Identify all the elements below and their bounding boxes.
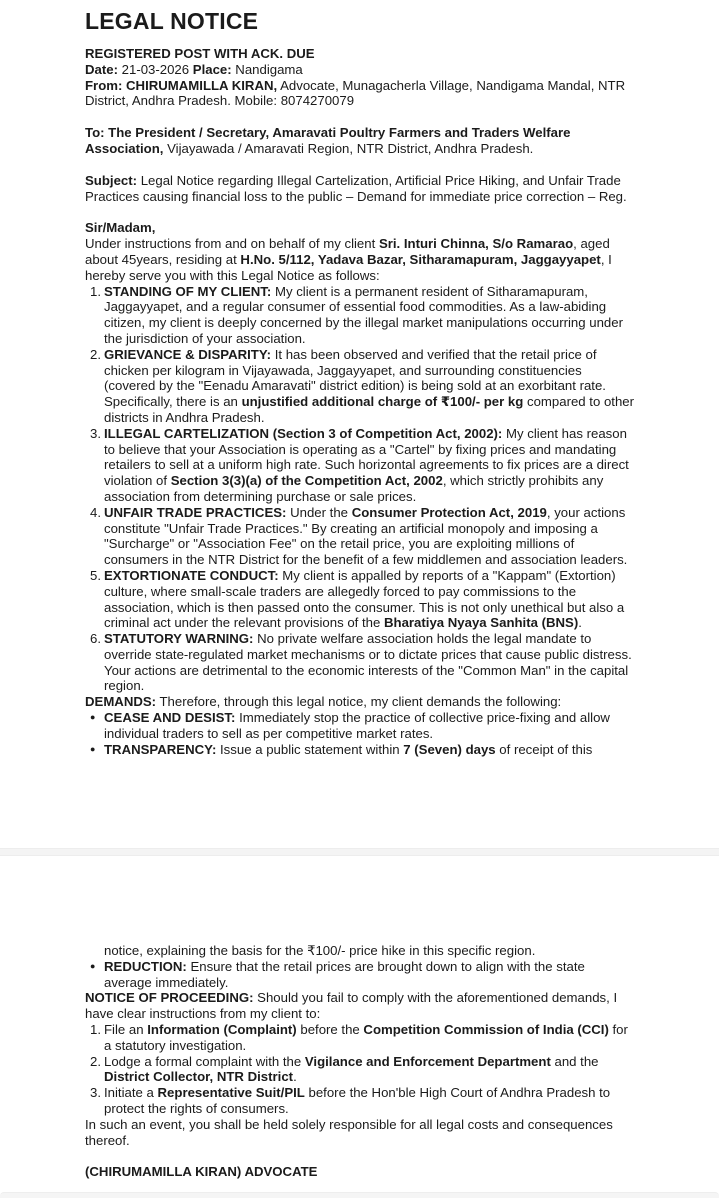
list-number: 1. [90, 283, 101, 299]
list-number: 3. [90, 425, 101, 441]
text-run: Vigilance and Enforcement Department [304, 1053, 551, 1069]
closing-statement [85, 1117, 636, 1149]
list-item-extortionate [85, 568, 636, 631]
text-run: Sir/Madam, [85, 220, 156, 236]
text-run: CEASE AND DESIST: [104, 710, 236, 726]
bullet-icon: ● [90, 712, 96, 723]
text-run: From: CHIRUMAMILLA KIRAN, [85, 77, 278, 93]
text-run: , aged about 45years, residing at [85, 236, 614, 267]
text-run: Ensure that the retail prices are brought down to align with the state average immediately. [104, 958, 589, 990]
text-run: . [578, 615, 582, 631]
blank-line [85, 1148, 636, 1164]
list-item-grievance [85, 347, 636, 426]
text-run: Competition Commission of India (CCI) [363, 1021, 609, 1037]
registered-post-line [85, 46, 636, 62]
text-run: My client has reason to believe that your Association is operating as a "Cartel" by fixing prices and mandating retailers to sell at a uniform high rate. Such horizontal agreements to fix prices are a direct violation of [104, 425, 633, 489]
text-run: It has been observed and verified that the retail price of chicken per kilogram in Vijayawada, Jaggayyapet, and surrounding constituencies (covered by the "Eenadu Amaravati" district edition) is being sold at an exorbitant rate. Specifically, there is an [104, 346, 610, 410]
text-run: Nandigama [231, 61, 303, 77]
text-run: Immediately stop the practice of collective price-fixing and allow individual traders to sell as per competitive market rates. [104, 710, 614, 741]
list-item-cartelization [85, 426, 636, 505]
text-run: , which strictly prohibits any association from determining purchase or sale prices. [104, 473, 607, 504]
text-run: Issue a public statement within [216, 741, 404, 757]
list-number: 5. [90, 567, 101, 583]
text-run: (CHIRUMAMILLA KIRAN) ADVOCATE [85, 1164, 318, 1180]
text-run: Subject: [85, 172, 138, 188]
text-run: unjustified additional charge of ₹100/- per kg [241, 394, 524, 410]
bullet-icon: ● [90, 743, 96, 754]
text-run: Place: [192, 61, 232, 77]
list-number: 2. [90, 1053, 101, 1069]
proceeding-item-cci [85, 1022, 636, 1054]
text-run: compared to other districts in Andhra Pradesh. [104, 394, 638, 425]
text-run: GRIEVANCE & DISPARITY: [104, 346, 272, 362]
salutation [85, 220, 636, 236]
bullet-transparency [85, 742, 636, 758]
document-title [85, 7, 636, 35]
text-run: Consumer Protection Act, 2019 [351, 504, 547, 520]
page-2-content [0, 943, 719, 1180]
list-number: 4. [90, 504, 101, 520]
text-run: Representative Suit/PIL [157, 1085, 305, 1101]
bullet-reduction [85, 959, 636, 991]
text-run: Bharatiya Nyaya Sanhita (BNS) [384, 615, 579, 631]
text-run: Advocate, Munagacherla Village, Nandigama Mandal, NTR District, Andhra Pradesh. Mobile: 8074270079 [85, 77, 629, 109]
signature-line [85, 1164, 636, 1180]
list-number: 2. [90, 346, 101, 362]
notice-of-proceeding-heading [85, 990, 636, 1022]
text-run: Section 3(3)(a) of the Competition Act, 2002 [170, 473, 443, 489]
page-1-content [0, 7, 719, 757]
text-run: File an [104, 1021, 148, 1037]
list-item-unfair-trade [85, 505, 636, 568]
text-run: To: The President / Secretary, Amaravati Poultry Farmers and Traders Welfare Association, [85, 125, 574, 156]
from-line [85, 78, 636, 110]
text-run: Sri. Inturi Chinna, S/o Ramarao [378, 236, 574, 252]
text-run: before the Hon'ble High Court of Andhra Pradesh to protect the rights of consumers. [104, 1085, 614, 1116]
text-run: 7 (Seven) days [403, 741, 496, 757]
page-bottom-edge [0, 1192, 719, 1198]
blank-line [85, 157, 636, 173]
bullet-cease-desist [85, 710, 636, 742]
list-number: 3. [90, 1085, 101, 1101]
text-run: STANDING OF MY CLIENT: [104, 283, 272, 299]
bullet-icon: ● [90, 960, 96, 971]
blank-line [85, 109, 636, 125]
intro-paragraph [85, 236, 636, 283]
text-run: UNFAIR TRADE PRACTICES: [104, 504, 287, 520]
list-number: 6. [90, 631, 101, 647]
bullet-transparency-continuation [85, 943, 636, 959]
text-run: STATUTORY WARNING: [104, 631, 254, 647]
text-run: Under the [286, 504, 352, 520]
text-run: No private welfare association holds the legal mandate to override state-regulated market mechanisms or to dictate prices that cause public distress. Your actions are detrimental to the economic interests of the "Common Man" in the capital region. [104, 631, 636, 694]
text-run: Therefore, through this legal notice, my client demands the following: [156, 694, 562, 710]
page-2 [0, 856, 719, 1192]
text-run: EXTORTIONATE CONDUCT: [104, 567, 279, 583]
text-run: DEMANDS: [85, 694, 157, 710]
text-run: H.No. 5/112, Yadava Bazar, Sitharamapuram, Jaggayyapet [240, 251, 601, 267]
text-run: Legal Notice regarding Illegal Cartelization, Artificial Price Hiking, and Unfair Trade Practices causing financial loss to the public – Demand for immediate price correction – Reg. [85, 172, 627, 204]
text-run: notice, explaining the basis for the ₹100/- price hike in this specific region. [104, 943, 536, 958]
page-break-gap [0, 848, 719, 856]
text-run: REDUCTION: [104, 958, 187, 974]
subject-line [85, 173, 636, 205]
date-place-line [85, 62, 636, 78]
text-run: Date: [85, 61, 118, 77]
text-run: 21-03-2026 [117, 61, 193, 77]
list-number: 1. [90, 1021, 101, 1037]
text-run: , I hereby serve you with this Legal Notice as follows: [85, 251, 616, 283]
text-run: Vijayawada / Amaravati Region, NTR District, Andhra Pradesh. [163, 140, 534, 156]
text-run: District Collector, NTR District [104, 1069, 294, 1085]
text-run: Should you fail to comply with the aforementioned demands, I have clear instructions from my client to: [85, 990, 621, 1022]
text-run: REGISTERED POST WITH ACK. DUE [85, 46, 315, 61]
text-run: . [293, 1069, 297, 1085]
demands-heading [85, 694, 636, 710]
text-run: for a statutory investigation. [104, 1021, 632, 1053]
proceeding-item-suit [85, 1085, 636, 1117]
text-run: , your actions constitute "Unfair Trade Practices." By creating an artificial monopoly and imposing a "Surcharge" or "Association Fee" on the retail price, you are exploiting millions of consumers in the NTR District for the benefit of a few middlemen and association leaders. [104, 504, 629, 568]
text-run: Under instructions from and on behalf of my client [85, 236, 379, 252]
text-run: of receipt of this [495, 741, 593, 757]
text-run: My client is appalled by reports of a "Kappam" (Extortion) culture, where small-scale traders are allegedly forced to pay commissions to the association, which is then passed onto the consumer. This is not only unethical but also a criminal act under the relevant provisions of the [104, 567, 628, 631]
text-run: and the [550, 1053, 603, 1069]
to-line [85, 125, 636, 157]
text-run: before the [296, 1021, 364, 1037]
text-run: Initiate a [104, 1085, 158, 1101]
text-run: Lodge a formal complaint with the [104, 1053, 305, 1069]
text-run: NOTICE OF PROCEEDING: [85, 990, 254, 1006]
text-run: My client is a permanent resident of Sitharamapuram, Jaggayyapet, and a regular consumer of essential food commodities. As a law-abiding citizen, my client is deeply concerned by the illegal market manipulations occurring under the jurisdiction of your association. [104, 283, 627, 346]
list-item-statutory-warning [85, 631, 636, 694]
list-item-standing [85, 284, 636, 347]
blank-line [85, 204, 636, 220]
text-run: In such an event, you shall be held solely responsible for all legal costs and consequences thereof. [85, 1116, 617, 1148]
text-run: Information (Complaint) [147, 1021, 297, 1037]
text-run: TRANSPARENCY: [104, 741, 217, 757]
text-run: ILLEGAL CARTELIZATION (Section 3 of Competition Act, 2002): [104, 425, 503, 441]
proceeding-item-vigilance [85, 1054, 636, 1086]
text-run: LEGAL NOTICE [85, 8, 259, 34]
